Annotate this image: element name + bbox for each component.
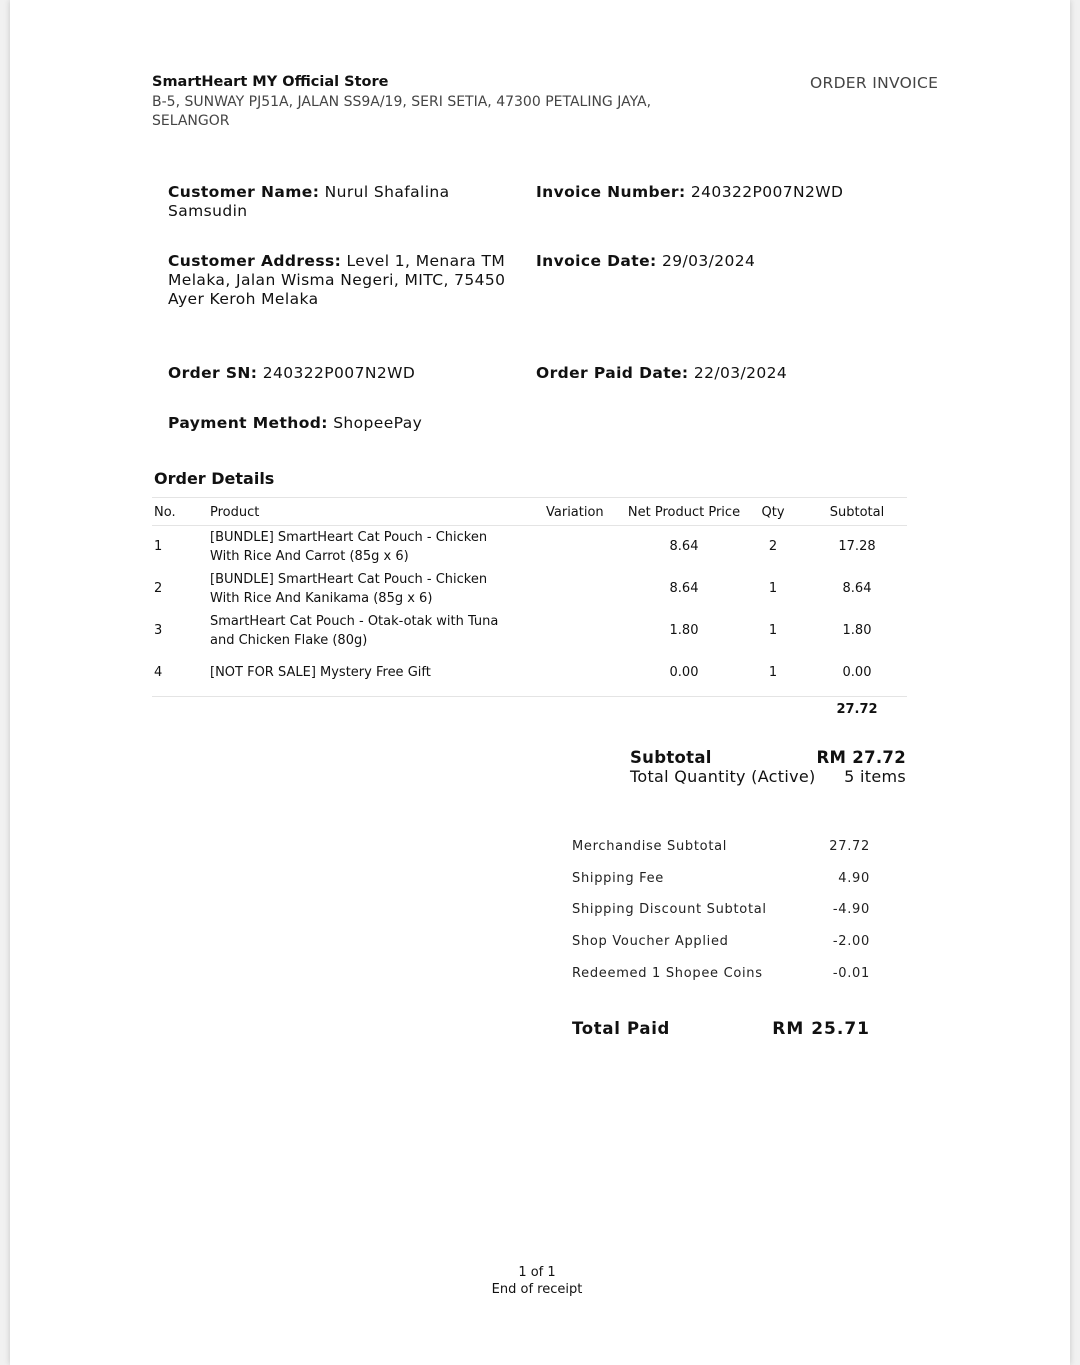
column-header-price: Net Product Price bbox=[627, 505, 741, 520]
invoice-page bbox=[10, 0, 1070, 1365]
table-row bbox=[152, 526, 907, 568]
shipping-fee-label: Shipping Fee bbox=[572, 871, 665, 886]
item-no: 4 bbox=[154, 665, 163, 680]
item-subtotal: 1.80 bbox=[842, 623, 872, 638]
invoice-date-label: Invoice Date: bbox=[536, 252, 657, 270]
customer-address-label: Customer Address: bbox=[168, 252, 342, 270]
order-sn-value: 240322P007N2WD bbox=[262, 364, 416, 382]
total-quantity-label: Total Quantity (Active) bbox=[630, 767, 816, 786]
column-header-variation: Variation bbox=[546, 505, 604, 520]
column-header-qty: Qty bbox=[761, 505, 785, 520]
order-sn-field bbox=[168, 364, 508, 383]
shop-voucher-label: Shop Voucher Applied bbox=[572, 934, 729, 949]
customer-name-value: Nurul Shafalina Samsudin bbox=[168, 183, 450, 220]
item-no: 3 bbox=[154, 623, 163, 638]
store-address: B-5, SUNWAY PJ51A, JALAN SS9A/19, SERI SETIA, 47300 PETALING JAYA, SELANGOR bbox=[152, 94, 652, 129]
item-no: 1 bbox=[154, 539, 163, 554]
item-price: 1.80 bbox=[669, 623, 699, 638]
item-qty: 1 bbox=[768, 665, 778, 680]
table-header-row bbox=[152, 498, 907, 526]
item-subtotal: 17.28 bbox=[838, 539, 876, 554]
document-title: ORDER INVOICE bbox=[810, 74, 939, 92]
item-qty: 1 bbox=[768, 623, 778, 638]
shopee-coins-value: -0.01 bbox=[832, 966, 870, 981]
order-sn-label: Order SN: bbox=[168, 364, 258, 382]
end-of-receipt: End of receipt bbox=[491, 1282, 583, 1297]
invoice-date-value: 29/03/2024 bbox=[661, 252, 756, 270]
order-paid-date-value: 22/03/2024 bbox=[693, 364, 788, 382]
item-qty: 2 bbox=[768, 539, 778, 554]
payment-method-label: Payment Method: bbox=[168, 414, 328, 432]
order-details-title: Order Details bbox=[154, 469, 275, 488]
shopee-coins-label: Redeemed 1 Shopee Coins bbox=[572, 966, 763, 981]
customer-address-value: Level 1, Menara TM Melaka, Jalan Wisma Negeri, MITC, 75450 Ayer Keroh Melaka bbox=[168, 252, 506, 308]
subtotal-label: Subtotal bbox=[630, 748, 712, 767]
page-number: 1 of 1 bbox=[518, 1265, 556, 1280]
item-price: 0.00 bbox=[669, 665, 699, 680]
table-total: 27.72 bbox=[836, 702, 878, 717]
merchandise-subtotal-value: 27.72 bbox=[829, 839, 870, 854]
payment-method-value: ShopeePay bbox=[333, 414, 423, 432]
shop-voucher-value: -2.00 bbox=[832, 934, 870, 949]
payment-method-field bbox=[168, 414, 508, 433]
invoice-number-field bbox=[536, 183, 956, 202]
item-subtotal: 8.64 bbox=[842, 581, 872, 596]
customer-name-label: Customer Name: bbox=[168, 183, 320, 201]
item-price: 8.64 bbox=[669, 539, 699, 554]
item-product: [BUNDLE] SmartHeart Cat Pouch - Chicken With Rice And Kanikama (85g x 6) bbox=[210, 572, 488, 606]
total-paid-value: RM 25.71 bbox=[772, 1019, 870, 1039]
order-details-table bbox=[152, 497, 907, 697]
merchandise-subtotal-label: Merchandise Subtotal bbox=[572, 839, 728, 854]
customer-address-field bbox=[168, 252, 513, 309]
column-header-subtotal: Subtotal bbox=[829, 505, 885, 520]
store-name: SmartHeart MY Official Store bbox=[152, 74, 389, 90]
invoice-date-field bbox=[536, 252, 956, 271]
column-header-no: No. bbox=[154, 505, 176, 520]
item-product: [BUNDLE] SmartHeart Cat Pouch - Chicken With Rice And Carrot (85g x 6) bbox=[210, 530, 488, 564]
item-no: 2 bbox=[154, 581, 163, 596]
table-row bbox=[152, 568, 907, 610]
item-product: [NOT FOR SALE] Mystery Free Gift bbox=[210, 665, 431, 680]
shipping-discount-label: Shipping Discount Subtotal bbox=[572, 902, 767, 917]
item-qty: 1 bbox=[768, 581, 778, 596]
shipping-fee-value: 4.90 bbox=[838, 871, 870, 886]
item-product: SmartHeart Cat Pouch - Otak-otak with Tuna and Chicken Flake (80g) bbox=[210, 614, 499, 648]
order-paid-date-field bbox=[536, 364, 956, 383]
item-subtotal: 0.00 bbox=[842, 665, 872, 680]
item-price: 8.64 bbox=[669, 581, 699, 596]
customer-name-field bbox=[168, 183, 498, 221]
receipt-footer bbox=[430, 1264, 644, 1298]
total-paid-label: Total Paid bbox=[572, 1019, 671, 1038]
table-row bbox=[152, 610, 907, 652]
total-quantity-value: 5 items bbox=[844, 767, 906, 786]
order-paid-date-label: Order Paid Date: bbox=[536, 364, 689, 382]
shipping-discount-value: -4.90 bbox=[832, 902, 870, 917]
subtotal-value: RM 27.72 bbox=[816, 748, 906, 767]
column-header-product: Product bbox=[210, 505, 260, 520]
invoice-number-value: 240322P007N2WD bbox=[690, 183, 844, 201]
invoice-number-label: Invoice Number: bbox=[536, 183, 686, 201]
table-row bbox=[152, 652, 907, 696]
